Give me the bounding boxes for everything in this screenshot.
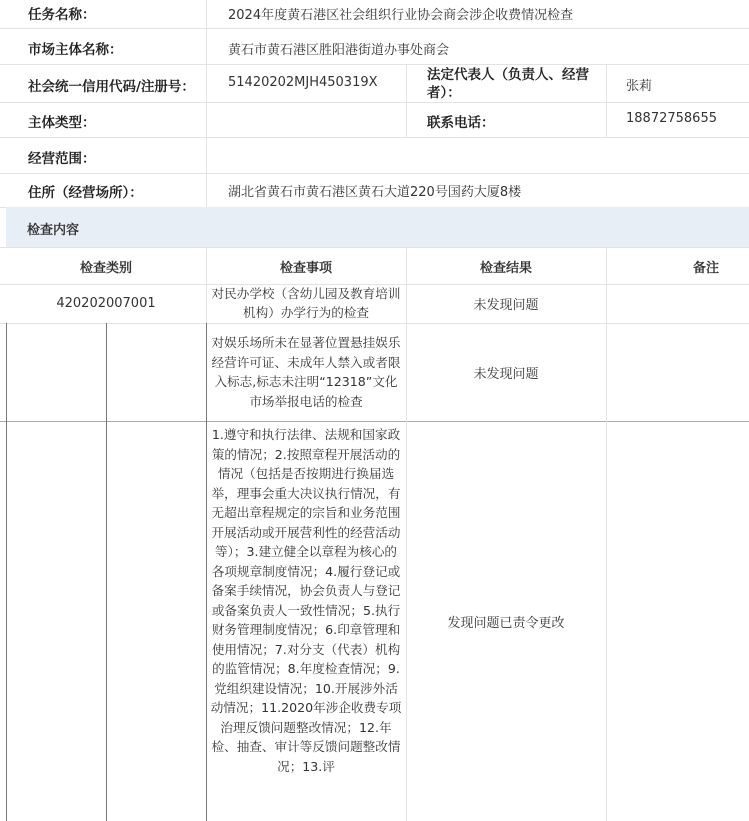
divider <box>406 102 407 137</box>
divider <box>606 102 607 137</box>
phone-label: 联系电话： <box>427 115 495 131</box>
credit-code-value: 51420202MJH450319X <box>228 75 378 90</box>
entity-type-label: 主体类型： <box>28 115 96 131</box>
divider <box>406 64 407 102</box>
credit-code-row <box>0 64 749 103</box>
market-entity-label: 市场主体名称： <box>28 42 123 58</box>
task-name-label: 任务名称： <box>28 7 96 23</box>
legal-rep-label-line2: 者）： <box>427 85 461 101</box>
section-title: 检查内容 <box>27 223 80 238</box>
table-row <box>0 283 749 324</box>
address-label: 住所（经营场所）： <box>28 185 143 201</box>
scope-label: 经营范围： <box>28 151 96 167</box>
row-item <box>206 283 406 323</box>
legal-rep-label <box>427 66 589 102</box>
phone-value: 18872758655 <box>626 111 717 126</box>
legal-rep-value: 张莉 <box>626 79 653 94</box>
market-entity-row <box>0 28 749 65</box>
row-remark <box>606 323 749 421</box>
header-remark: 备注 <box>692 260 719 276</box>
header-category: 检查类别 <box>79 260 132 276</box>
row-item <box>206 323 406 421</box>
row-item-text: 1.遵守和执行法律、法规和国家政策的情况；2.按照章程开展活动的情况（包括是否按期进行换届选举，理事会重大决议执行情况，有无超出章程规定的宗旨和业务范围开展活动或开展营利性的经营活动等）；3.建立健全以章程为核心的各项规章制度情况；4.履行登记或备案手续情况，协会负责人与登记或备案负责人一致性情况；5.执行财务管理制度情况；6.印章管理和使用情况；7.对分支（代表）机构的监管情况；8.年度检查情况；9.党组织建设情况；10.开展涉外活动情况；11.2020年涉企收费专项治理反馈问题整改情况；12.年检、抽查、审计等反馈问题整改情况；13.评 <box>210 427 402 774</box>
address-value: 湖北省黄石市黄石港区黄石大道220号国药大厦8楼 <box>228 185 522 200</box>
table-row <box>0 323 749 422</box>
table-header <box>0 247 749 285</box>
row-item <box>206 425 406 776</box>
divider <box>206 28 207 64</box>
credit-code-label: 社会统一信用代码/注册号： <box>28 79 195 95</box>
row-remark <box>606 283 749 323</box>
row-remark <box>606 421 749 821</box>
row-category <box>6 421 206 821</box>
divider <box>206 0 207 28</box>
address-row <box>0 173 749 208</box>
entity-type-row <box>0 102 749 138</box>
row-category: 420202007001 <box>56 295 156 311</box>
divider <box>606 64 607 102</box>
table-row <box>0 421 749 821</box>
header-item: 检查事项 <box>279 260 332 276</box>
row-result: 未发现问题 <box>473 297 539 313</box>
row-item-text: 对民办学校（含幼儿园及教育培训机构）办学行为的检查 <box>211 285 401 320</box>
section-header <box>6 207 749 247</box>
divider <box>206 137 207 173</box>
header-result: 检查结果 <box>479 260 532 276</box>
divider <box>206 64 207 102</box>
task-name-value: 2024年度黄石港区社会组织行业协会商会涉企收费情况检查 <box>228 8 574 23</box>
divider <box>206 173 207 207</box>
task-name-row <box>0 0 749 29</box>
market-entity-value: 黄石市黄石港区胜阳港街道办事处商会 <box>228 43 450 58</box>
scope-row <box>0 137 749 174</box>
row-item-text: 对娱乐场所未在显著位置悬挂娱乐经营许可证、未成年人禁入或者限入标志,标志未注明“12318”文化市场举报电话的检查 <box>211 335 401 409</box>
row-category <box>6 323 206 421</box>
divider <box>206 102 207 137</box>
legal-rep-label-line1: 法定代表人（负责人、经营 <box>427 67 589 83</box>
row-result: 发现问题已责令更改 <box>447 615 565 631</box>
row-result: 未发现问题 <box>473 366 539 382</box>
